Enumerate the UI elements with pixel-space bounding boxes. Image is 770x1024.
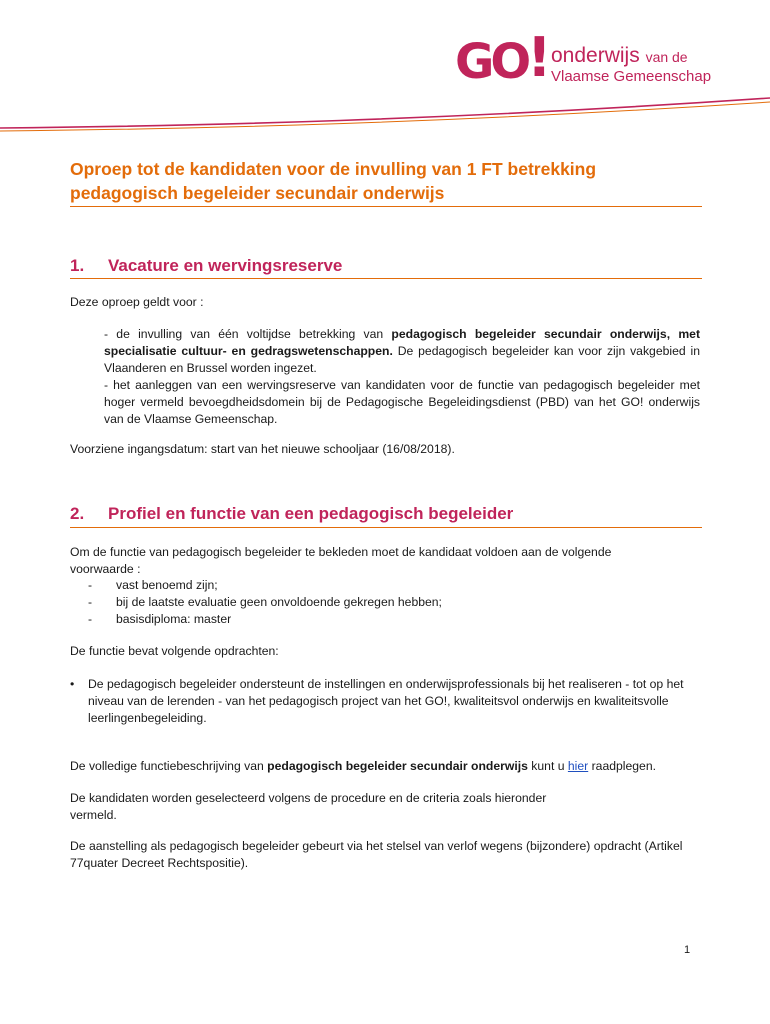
start-date: Voorziene ingangsdatum: start van het nieuwe schooljaar (16/08/2018).	[70, 442, 455, 456]
section-1-title: Vacature en wervingsreserve	[108, 256, 343, 275]
condition-text: vast benoemd zijn;	[116, 578, 218, 592]
desc-pre: De volledige functiebeschrijving van	[70, 759, 268, 773]
desc-mid: kunt u	[527, 759, 568, 773]
condition-text: bij de laatste evaluatie geen onvoldoende gekregen hebben;	[116, 595, 442, 609]
hier-link[interactable]: hier	[567, 759, 589, 773]
appointment-note: De aanstelling als pedagogisch begeleider gebeurt via het stelsel van verlof wegens (bijzondere) opdracht (Artikel 77quater Decreet Rechtspositie).	[70, 839, 683, 870]
section-2-intro: Om de functie van pedagogisch begeleider te bekleden moet de kandidaat voldoen aan de volgende voorwaarde :	[70, 545, 612, 576]
vacancy-item-1-post: De pedagogisch begeleider kan voor zijn vakgebied in Vlaanderen en Brussel worden ingezet.	[104, 344, 700, 375]
section-2-title: Profiel en functie van een pedagogisch begeleider	[108, 504, 514, 523]
section-2-divider	[70, 527, 702, 528]
desc-bold: pedagogisch begeleider secundair onderwijs	[267, 759, 528, 773]
section-2-number: 2.	[70, 504, 85, 523]
logo-line-2: Vlaamse Gemeenschap	[551, 68, 712, 85]
desc-post: raadplegen.	[588, 759, 656, 773]
condition-item	[88, 577, 588, 594]
page-number: 1	[684, 944, 691, 956]
dash-marker: -	[88, 595, 93, 609]
condition-item	[88, 611, 588, 628]
go-logo	[455, 26, 755, 100]
function-description	[70, 758, 702, 775]
logo-line-1	[551, 44, 688, 69]
header-swoosh	[0, 96, 770, 136]
vacancy-item-1-pre: - de invulling van één voltijdse betrekking van	[104, 327, 392, 341]
condition-text: basisdiploma: master	[116, 612, 232, 626]
vacancy-item-1	[104, 326, 700, 377]
section-1-divider	[70, 278, 702, 279]
title-divider	[70, 206, 702, 207]
vacancy-item-1-bold: pedagogisch begeleider secundair onderwijs, met specialisatie cultuur- en gedragswetenschappen.	[104, 327, 700, 358]
tasks-intro: De functie bevat volgende opdrachten:	[70, 644, 279, 658]
task-text: De pedagogisch begeleider ondersteunt de instellingen en onderwijsprofessionals bij het realiseren - tot op het niveau van de lerenden - van het pedagogisch project van het GO!, kwaliteitsvol onderwijs en kwaliteitsvolle leerlingenbegeleiding.	[88, 677, 684, 725]
condition-item	[88, 594, 588, 611]
section-1-number: 1.	[70, 256, 85, 275]
page-title	[70, 157, 710, 205]
conditions-list	[88, 577, 588, 628]
logo-exclamation: !	[527, 26, 552, 89]
vacancy-item-2: - het aanleggen van een wervingsreserve van kandidaten voor de functie van pedagogisch begeleider met hoger vermeld bevoegdheidsdomein bij de Pedagogische Begeleidingsdienst (PBD) van het GO! onderwijs van de Vlaamse Gemeenschap.	[104, 378, 700, 426]
task-item	[70, 676, 702, 727]
title-line-2: pedagogisch begeleider secundair onderwijs	[70, 183, 445, 203]
section-2-heading	[70, 503, 702, 525]
section-1-heading	[70, 255, 702, 277]
logo-van-de: van de	[645, 49, 688, 65]
dash-marker: -	[88, 612, 93, 626]
section-1-intro: Deze oproep geldt voor :	[70, 295, 204, 309]
bullet-marker: •	[70, 677, 75, 691]
title-line-1: Oproep tot de kandidaten voor de invulling van 1 FT betrekking	[70, 159, 597, 179]
selection-note: De kandidaten worden geselecteerd volgens de procedure en de criteria zoals hieronder vermeld.	[70, 791, 547, 822]
logo-onderwijs: onderwijs	[551, 44, 640, 67]
logo-go-text: GO	[455, 34, 528, 90]
dash-marker: -	[88, 578, 93, 592]
